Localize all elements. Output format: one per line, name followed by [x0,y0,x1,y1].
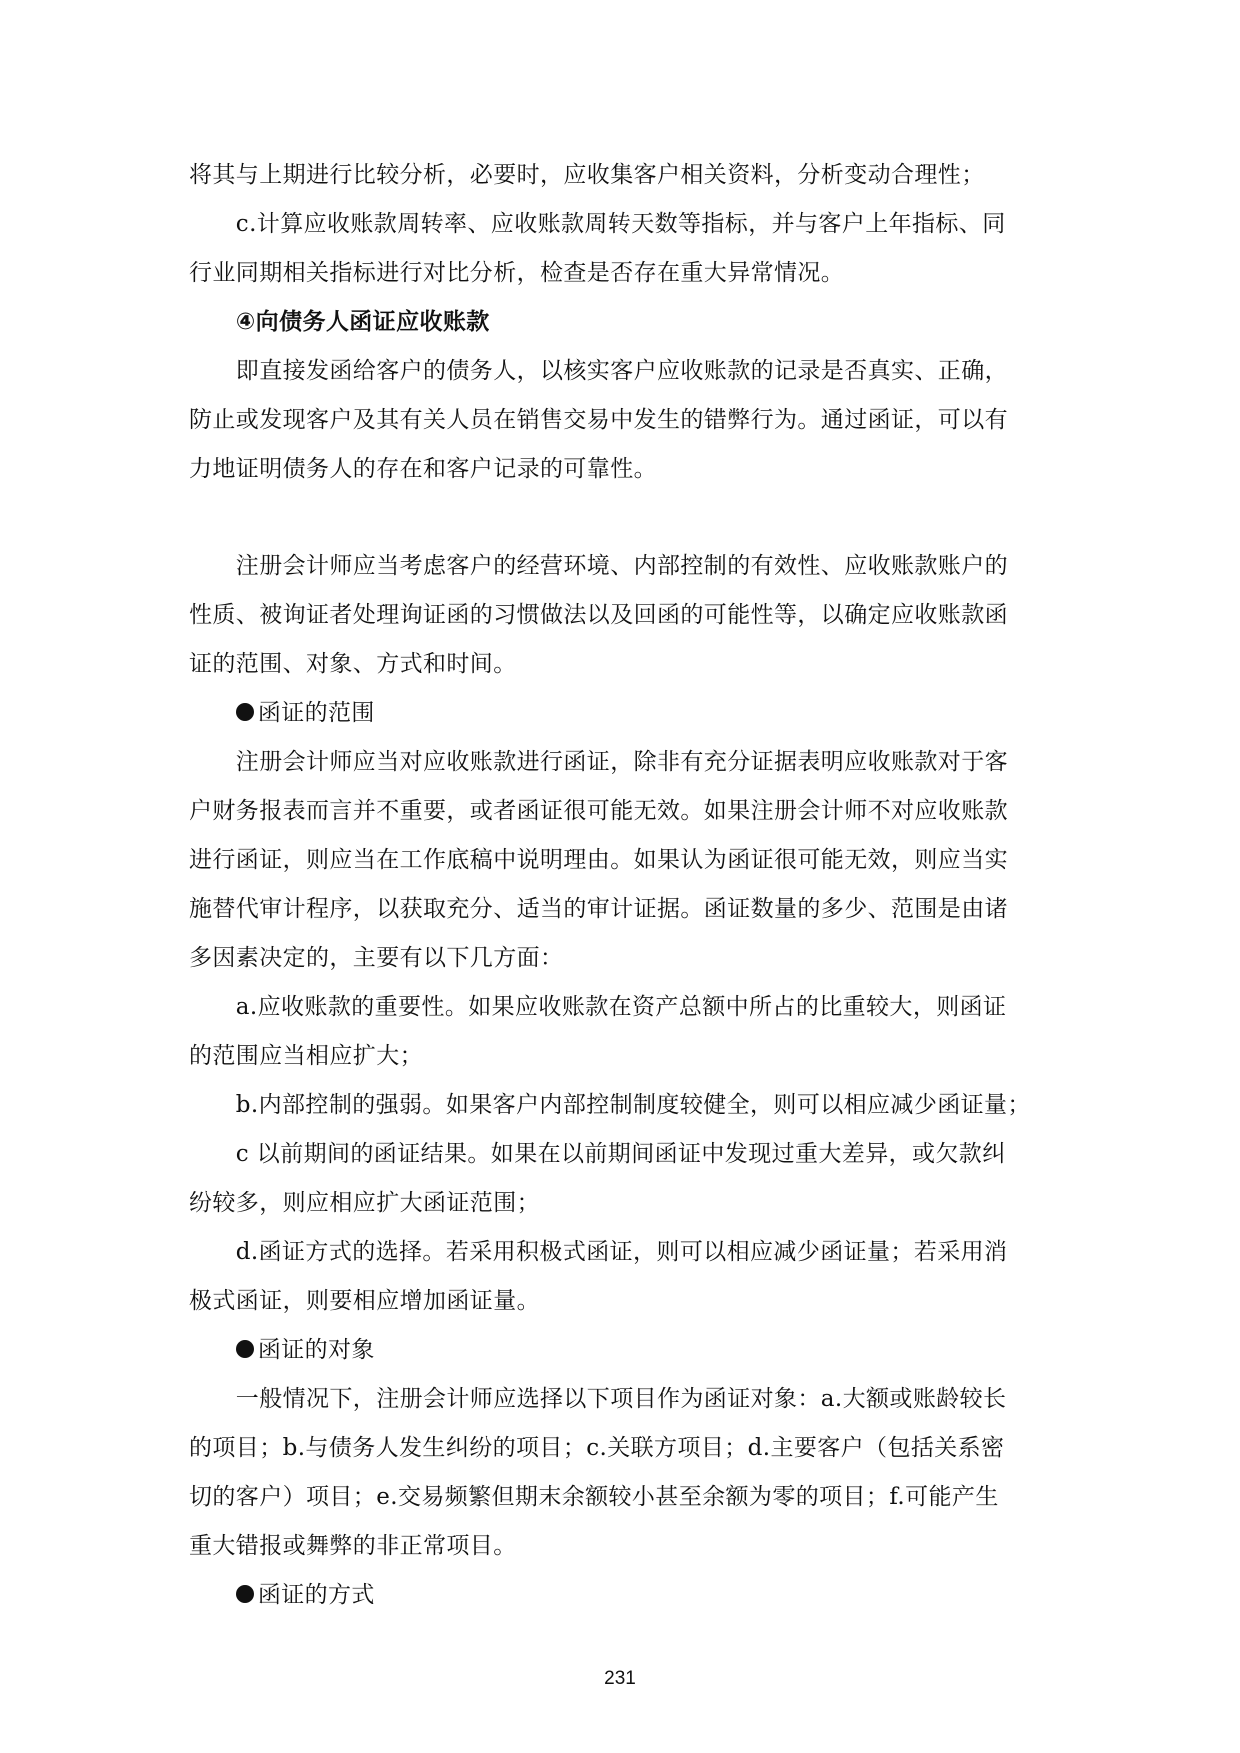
text-line: 性质、被询证者处理询证函的习惯做法以及回函的可能性等，以确定应收账款函 [189,602,1008,628]
text-line: a.应收账款的重要性。如果应收账款在资产总额中所占的比重较大，则函证 [189,994,1007,1020]
bullet-heading-method [189,1571,1059,1620]
bullet-heading-label: 函证的方式 [257,1582,375,1608]
text-line: 极式函证，则要相应增加函证量。 [189,1288,540,1314]
text-line: 一般情况下，注册会计师应选择以下项目作为函证对象：a.大额或账龄较长 [189,1386,1007,1412]
text-line: 的范围应当相应扩大； [189,1043,423,1069]
text-line: 将其与上期进行比较分析，必要时，应收集客户相关资料，分析变动合理性； [189,162,985,188]
text-line: 多因素决定的，主要有以下几方面： [189,945,564,971]
text-line: c 以前期间的函证结果。如果在以前期间函证中发现过重大差异，或欠款纠 [189,1141,1006,1167]
bullet-icon [236,1585,254,1603]
text-line: 即直接发函给客户的债务人，以核实客户应收账款的记录是否真实、正确， [189,358,1008,384]
text-line: 证的范围、对象、方式和时间。 [189,651,517,677]
page-body [189,151,1059,1620]
text-line: 行业同期相关指标进行对比分析，检查是否存在重大异常情况。 [189,260,845,286]
text-line: 注册会计师应当对应收账款进行函证，除非有充分证据表明应收账款对于客 [189,749,1008,775]
text-line: c.计算应收账款周转率、应收账款周转天数等指标，并与客户上年指标、同 [189,211,1006,237]
section-heading: ④向债务人函证应收账款 [189,309,490,335]
text-line: 的项目；b.与债务人发生纠纷的项目；c.关联方项目；d.主要客户（包括关系密 [189,1435,1005,1461]
text-line: b.内部控制的强弱。如果客户内部控制制度较健全，则可以相应减少函证量； [189,1092,1031,1118]
text-line: 重大错报或舞弊的非正常项目。 [189,1533,517,1559]
text-line: 注册会计师应当考虑客户的经营环境、内部控制的有效性、应收账款账户的 [189,553,1008,579]
bullet-heading-label: 函证的范围 [257,700,375,726]
text-line: d.函证方式的选择。若采用积极式函证，则可以相应减少函证量；若采用消 [189,1239,1008,1265]
text-line: 纷较多，则应相应扩大函证范围； [189,1190,540,1216]
text-line: 力地证明债务人的存在和客户记录的可靠性。 [189,456,657,482]
text-line: 进行函证，则应当在工作底稿中说明理由。如果认为函证很可能无效，则应当实 [189,847,1008,873]
page-number: 231 [604,1668,636,1689]
bullet-heading-object [189,1326,1059,1375]
bullet-heading-scope [189,689,1059,738]
text-line: 施替代审计程序，以获取充分、适当的审计证据。函证数量的多少、范围是由诸 [189,896,1008,922]
bullet-heading-label: 函证的对象 [257,1337,375,1363]
bullet-icon [236,1340,254,1358]
bullet-icon [236,703,254,721]
text-line: 防止或发现客户及其有关人员在销售交易中发生的错弊行为。通过函证，可以有 [189,407,1008,433]
text-line: 切的客户）项目；e.交易频繁但期末余额较小甚至余额为零的项目；f.可能产生 [189,1484,999,1510]
paragraph-gap [189,494,1059,542]
text-line: 户财务报表而言并不重要，或者函证很可能无效。如果注册会计师不对应收账款 [189,798,1008,824]
